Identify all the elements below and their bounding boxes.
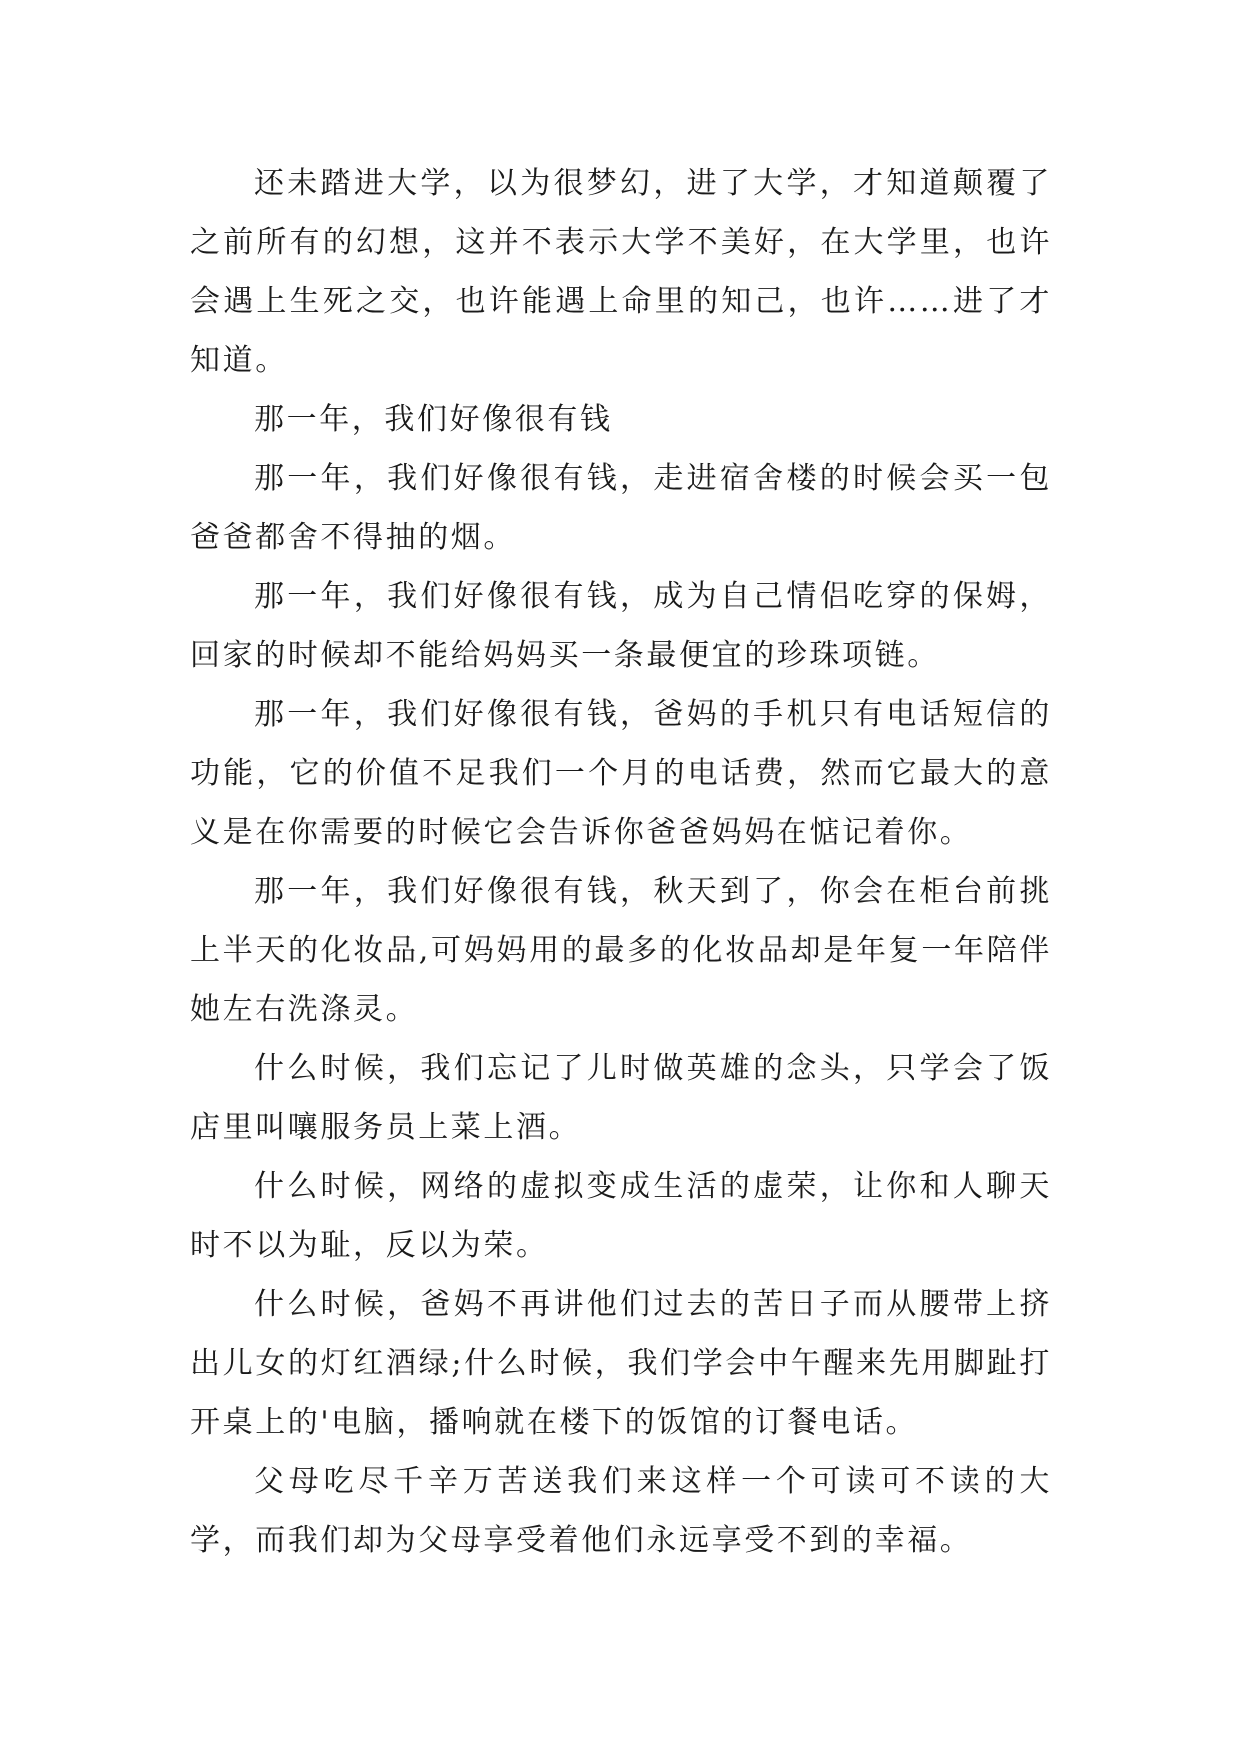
- paragraph: 还未踏进大学，以为很梦幻，进了大学，才知道颠覆了之前所有的幻想，这并不表示大学不美好，在大学里，也许会遇上生死之交，也许能遇上命里的知己，也许……进了才知道。: [190, 166, 1052, 378]
- paragraph: 那一年，我们好像很有钱: [254, 402, 613, 437]
- paragraph: 什么时候，网络的虚拟变成生活的虚荣，让你和人聊天时不以为耻，反以为荣。: [190, 1169, 1052, 1263]
- paragraph: 那一年，我们好像很有钱，走进宿舍楼的时候会买一包爸爸都舍不得抽的烟。: [190, 461, 1052, 555]
- paragraph: 那一年，我们好像很有钱，爸妈的手机只有电话短信的功能，它的价值不足我们一个月的电话费，然而它最大的意义是在你需要的时候它会告诉你爸爸妈妈在惦记着你。: [190, 697, 1052, 850]
- paragraph: 什么时候，我们忘记了儿时做英雄的念头，只学会了饭店里叫嚷服务员上菜上酒。: [190, 1051, 1052, 1145]
- paragraph: 父母吃尽千辛万苦送我们来这样一个可读可不读的大学，而我们却为父母享受着他们永远享受不到的幸福。: [190, 1464, 1052, 1558]
- document-body: [190, 154, 1052, 1570]
- paragraph: 那一年，我们好像很有钱，秋天到了，你会在柜台前挑上半天的化妆品,可妈妈用的最多的化妆品却是年复一年陪伴她左右洗涤灵。: [190, 874, 1052, 1027]
- paragraph: 那一年，我们好像很有钱，成为自己情侣吃穿的保姆，回家的时候却不能给妈妈买一条最便宜的珍珠项链。: [190, 579, 1052, 673]
- paragraph: 什么时候，爸妈不再讲他们过去的苦日子而从腰带上挤出儿女的灯红酒绿;什么时候，我们学会中午醒来先用脚趾打开桌上的'电脑，播响就在楼下的饭馆的订餐电话。: [190, 1287, 1052, 1440]
